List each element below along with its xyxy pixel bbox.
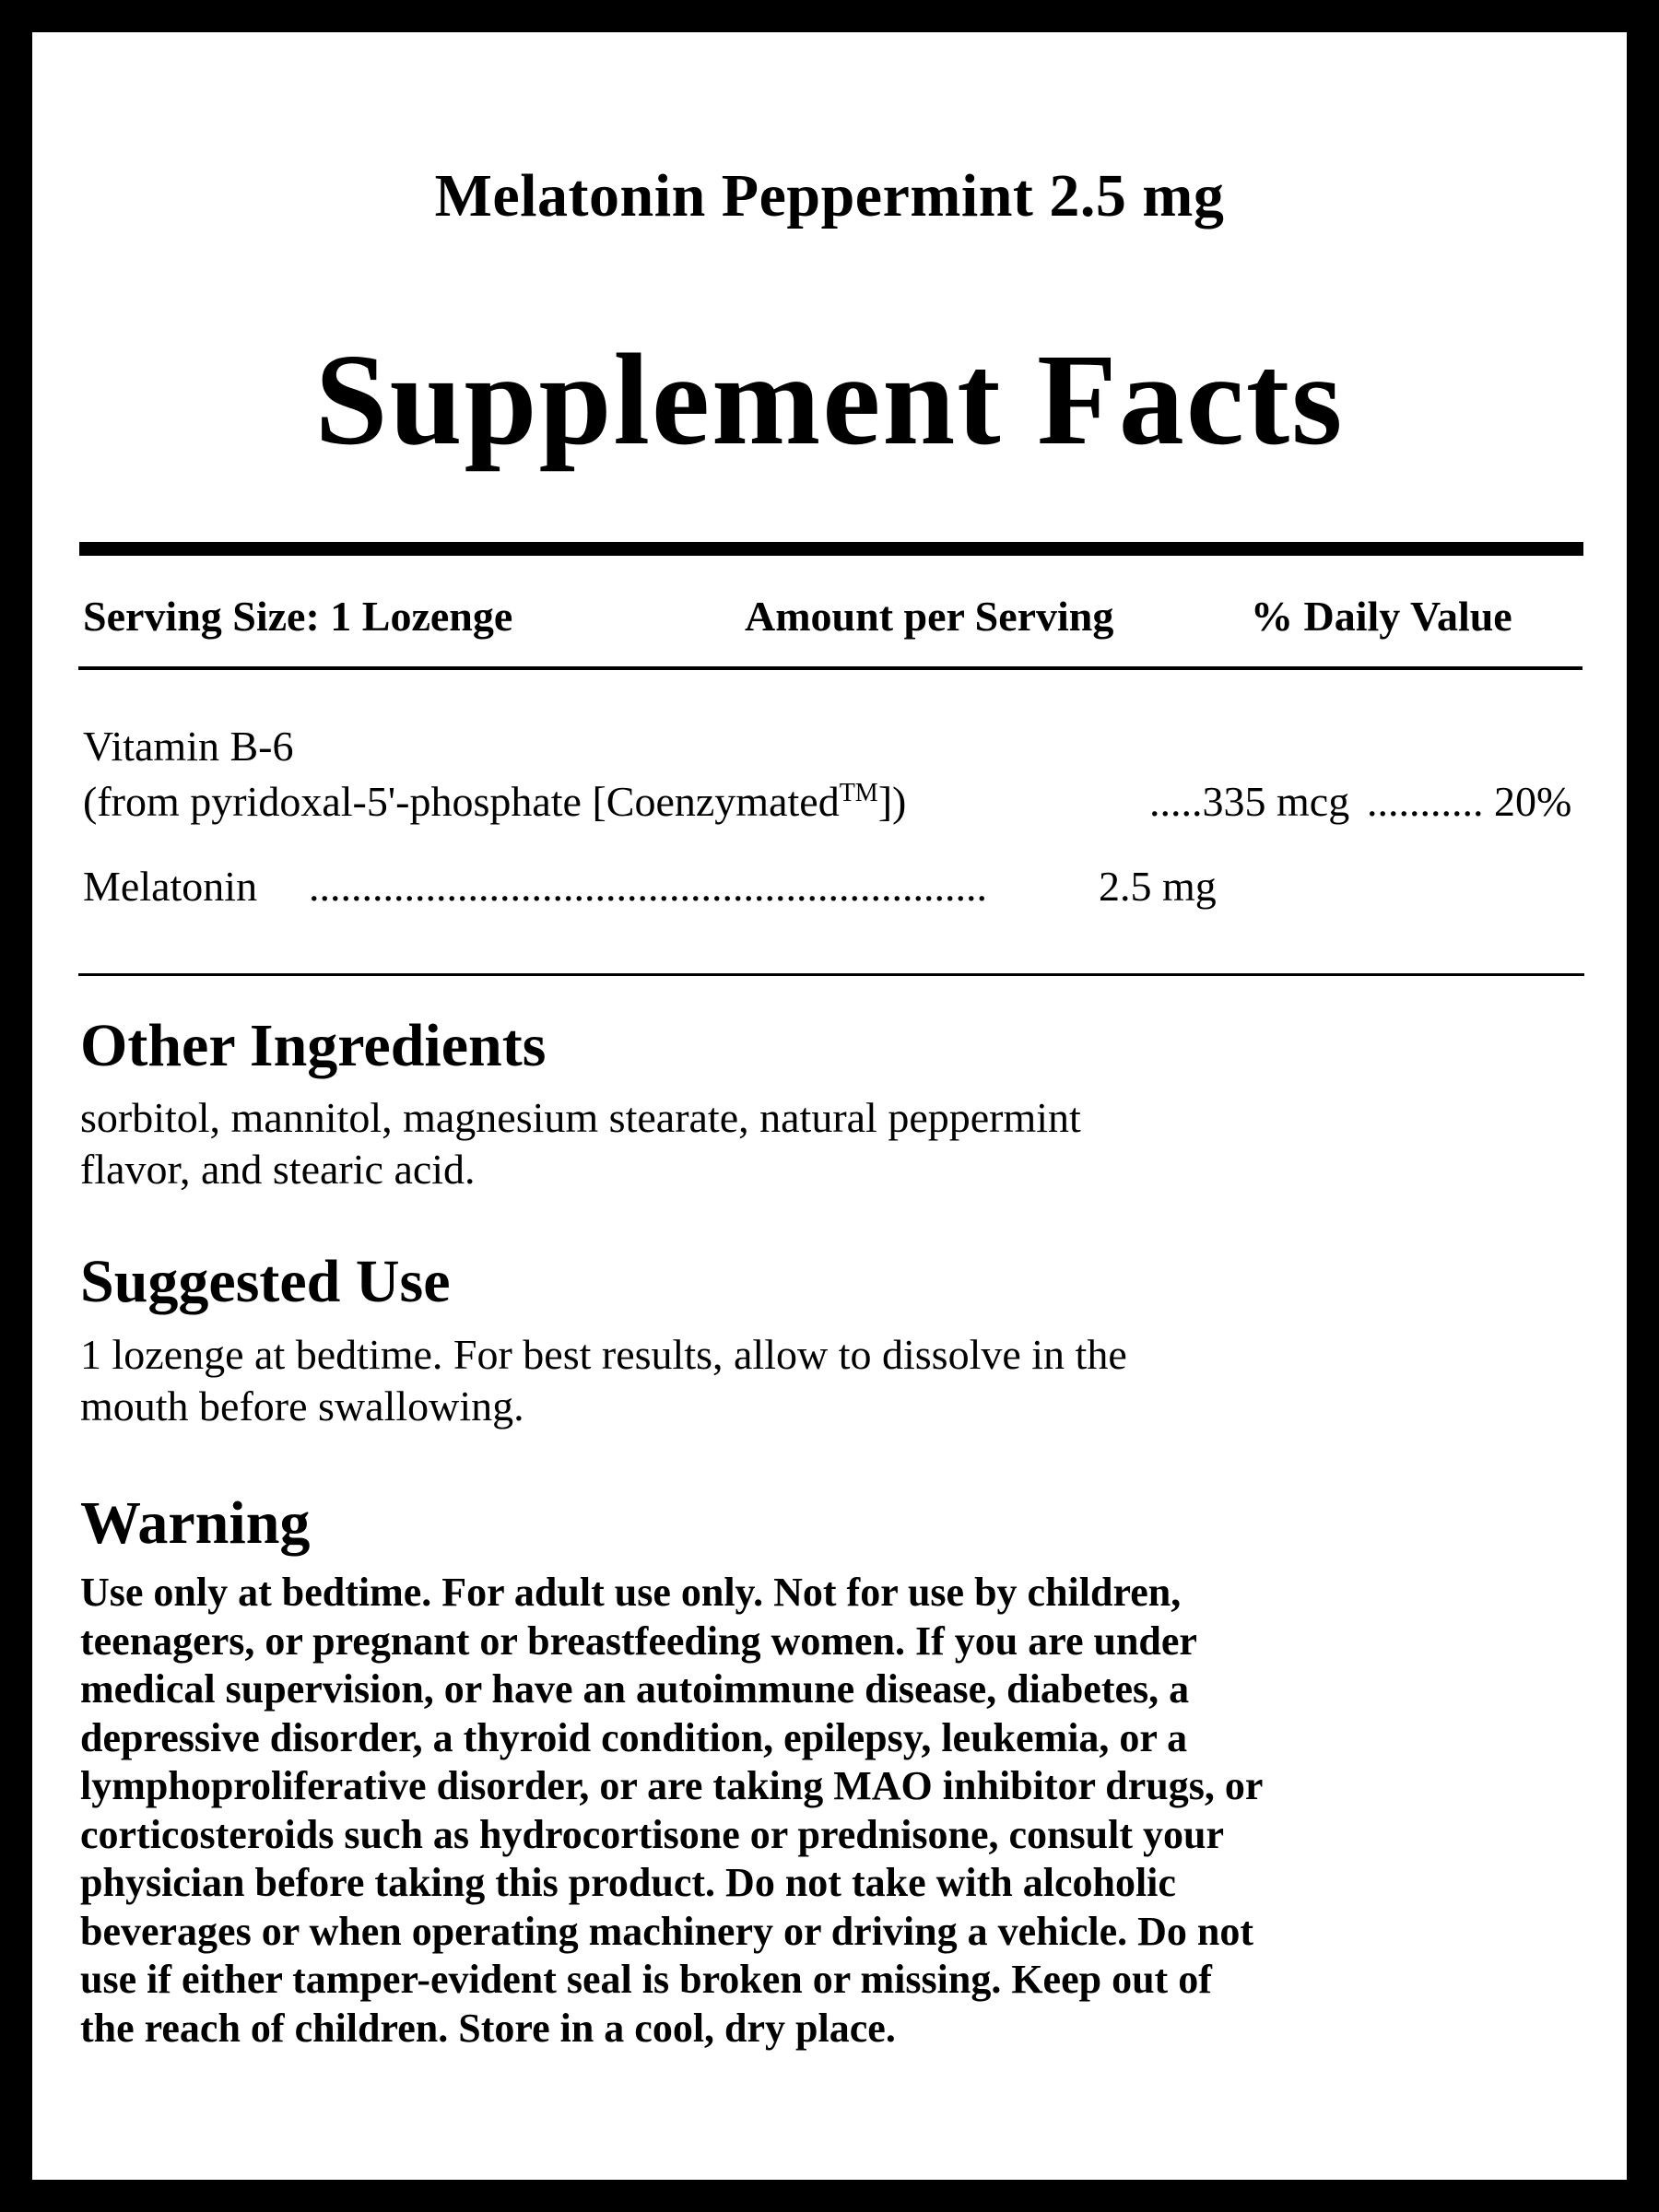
leader-dots: ..... — [1149, 778, 1203, 825]
warning-line: teenagers, or pregnant or breastfeeding women. If you are under — [80, 1618, 1197, 1664]
warning-text — [80, 1569, 1555, 2053]
nutrient-amount-melatonin: 2.5 mg — [1099, 863, 1217, 910]
warning-line: Use only at bedtime. For adult use only. Not for use by children, — [80, 1570, 1182, 1615]
thick-divider — [79, 542, 1583, 556]
product-title: Melatonin Peppermint 2.5 mg — [434, 162, 1225, 229]
leader-dots: ........... — [1367, 778, 1484, 825]
warning-line: depressive disorder, a thyroid condition, epilepsy, leukemia, or a — [80, 1714, 1188, 1760]
warning-line: corticosteroids such as hydrocortisone or prednisone, consult your — [80, 1811, 1225, 1857]
nutrient-name-vitamin-b6: Vitamin B-6 — [83, 723, 294, 770]
warning-line: lymphoproliferative disorder, or are taking MAO inhibitor drugs, or — [80, 1763, 1264, 1808]
leader-dots: ................................................................ — [309, 863, 987, 910]
serving-size-label: Serving Size: 1 Lozenge — [83, 593, 513, 640]
text-line: 1 lozenge at bedtime. For best results, allow to dissolve in the — [80, 1331, 1127, 1378]
text-line: mouth before swallowing. — [80, 1382, 524, 1430]
source-text-end: ]) — [877, 778, 907, 825]
warning-line: the reach of children. Store in a cool, dry place. — [80, 2005, 896, 2051]
amount-value: 335 mcg — [1202, 778, 1350, 825]
source-text: (from pyridoxal-5'-phosphate [Coenzymated — [83, 778, 840, 825]
nutrient-dv-vitamin-b6 — [1367, 774, 1571, 830]
suggested-use-text — [80, 1329, 1407, 1432]
warning-line: physician before taking this product. Do not take with alcoholic — [80, 1860, 1176, 1905]
other-ingredients-heading: Other Ingredients — [80, 1012, 547, 1079]
warning-line: medical supervision, or have an autoimmune disease, diabetes, a — [80, 1666, 1190, 1712]
dv-value: 20% — [1494, 778, 1572, 825]
supplement-facts-heading: Supplement Facts — [314, 326, 1345, 472]
amount-per-serving-header: Amount per Serving — [745, 593, 1114, 640]
text-line: flavor, and stearic acid. — [80, 1146, 476, 1193]
suggested-use-heading: Suggested Use — [80, 1248, 451, 1315]
nutrient-amount-vitamin-b6 — [1149, 774, 1349, 830]
warning-line: use if either tamper-evident seal is broken or missing. Keep out of — [80, 1957, 1212, 2002]
text-line: sorbitol, mannitol, magnesium stearate, natural peppermint — [80, 1094, 1081, 1141]
supplement-facts-label — [32, 32, 1627, 2180]
section-divider — [78, 973, 1584, 976]
nutrient-name-melatonin: Melatonin — [83, 863, 258, 910]
trademark-symbol: TM — [839, 779, 878, 807]
warning-line: beverages or when operating machinery or driving a vehicle. Do not — [80, 1908, 1254, 1954]
header-divider — [78, 666, 1583, 670]
warning-heading: Warning — [80, 1489, 311, 1557]
nutrient-source-vitamin-b6 — [83, 774, 906, 830]
other-ingredients-text — [80, 1092, 1371, 1195]
daily-value-header: % Daily Value — [1251, 593, 1512, 640]
